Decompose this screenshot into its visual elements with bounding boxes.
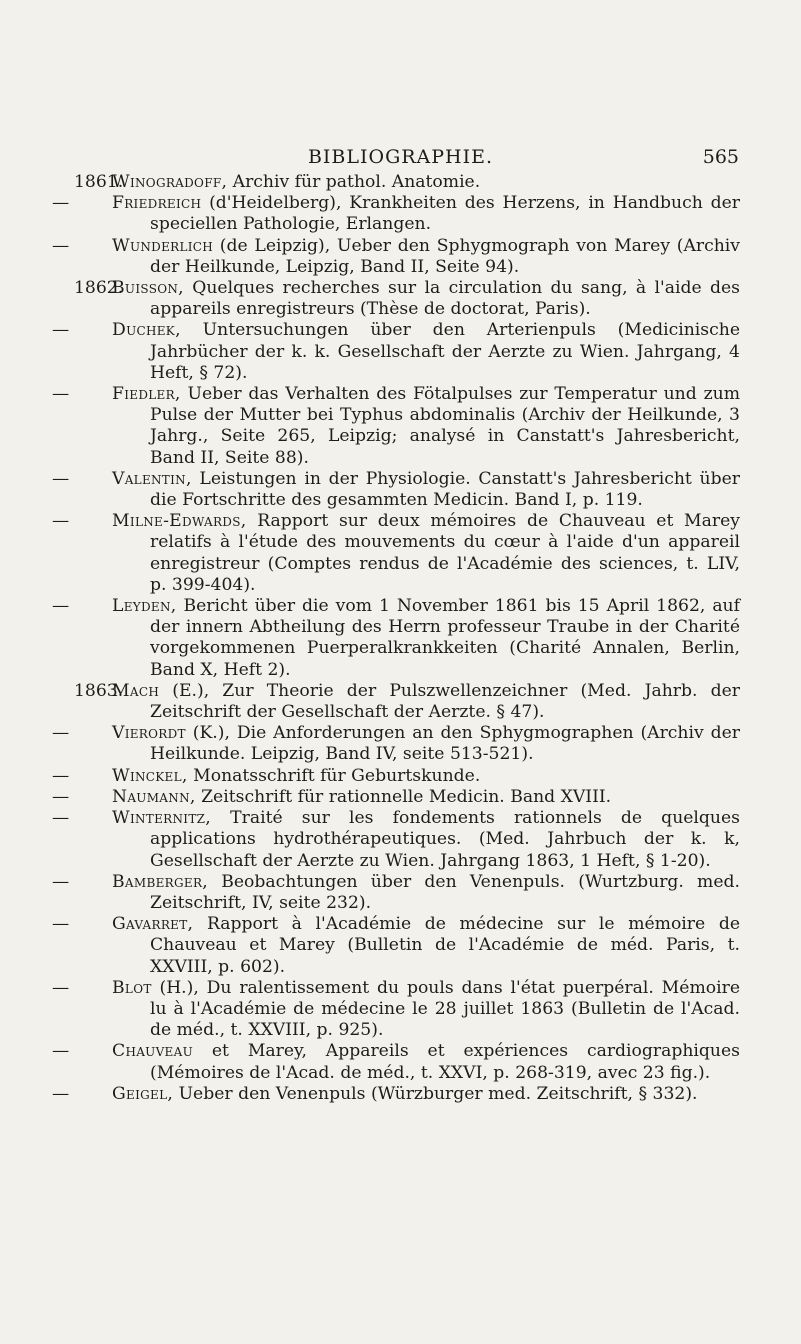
entry-text: Quelques recherches sur la circulation du sang, à l'aide des appareils enregistreurs (Thèse de doctorat, Paris). <box>150 278 740 320</box>
entry-author: Friedreich <box>112 193 202 214</box>
entry-author: Vierordt <box>112 723 186 744</box>
bibliography-entry: — Winternitz, Traité sur les fondements rationnels de quelques applications hydrothérapeutiques. (Med. Jahrbuch der k. k, Gesellschaft der Aerzte zu Wien. Jahrgang 1863, 1 Heft, § 1-20). <box>52 808 740 871</box>
entry-text: Leistungen in der Physiologie. Canstatt's Jahresbericht über die Fortschritte des gesammten Medicin. Band I, p. 119. <box>150 468 740 511</box>
entry-author: Leyden, <box>112 596 177 617</box>
entry-text: (de Leipzig), Ueber den Sphygmograph von Marey (Archiv der Heilkunde, Leipzig, Band II, Seite 94). <box>150 235 740 277</box>
bibliography-entry <box>74 172 740 193</box>
bibliography-entry: — Leyden, Bericht über die vom 1 November 1861 bis 15 April 1862, auf der innern Abtheilung des Herrn professeur Traube in der Charité vorgekommenen Puerperalkrankkeiten (Charité Annalen, Berlin, Band X, Heft 2). <box>52 596 740 680</box>
entry-author: Mach <box>112 680 160 701</box>
entry-text: (H.), Du ralentissement du pouls dans l'état puerpéral. Mémoire lu à l'Académie de médecine le 28 juillet 1863 (Bulletin de l'Acad. de méd., t. XXVIII, p. 925). <box>150 977 740 1041</box>
bibliography-entry: — Fiedler, Ueber das Verhalten des Fötalpulses zur Temperatur und zum Pulse der Mutter bei Typhus abdominalis (Archiv der Heilkunde, 3 Jahrg., Seite 265, Leipzig; analysé in Canstatt's Jahresbericht, Band II, Seite 88). <box>52 384 740 468</box>
entry-author: Fiedler, <box>112 384 181 405</box>
bibliography-entry: — Gavarret, Rapport à l'Académie de médecine sur le mémoire de Chauveau et Marey (Bulletin de l'Académie de méd. Paris, t. XXVIII, p. 602). <box>52 914 740 977</box>
entry-text: Untersuchungen über den Arterienpuls (Medicinische Jahrbücher der k. k. Gesellschaft der Aerzte zu Wien. Jahrgang, 4 Heft, § 72). <box>150 320 740 383</box>
bibliography-entry: — Chauveau et Marey, Appareils et expériences cardiographiques (Mémoires de l'Acad. de méd., t. XXVI, p. 268-319, avec 23 fig.). <box>52 1041 740 1083</box>
bibliography-entry: — Milne-Edwards, Rapport sur deux mémoires de Chauveau et Marey relatifs à l'étude des mouvements du cœur à l'aide d'un appareil enregistreur (Comptes rendus de l'Académie des sciences, t. LIV, p. 399-404). <box>52 511 740 595</box>
entry-text: Zeitschrift für rationnelle Medicin. Band XVIII. <box>195 786 612 807</box>
entry-author: Naumann, <box>112 786 196 807</box>
bibliography-entry: — Valentin, Leistungen in der Physiologie. Canstatt's Jahresbericht über die Fortschritte des gesammten Medicin. Band I, p. 119. <box>52 468 740 511</box>
entry-author: Geigel, <box>112 1083 174 1104</box>
entry-author: Winogradoff, <box>112 172 228 192</box>
entry-year: 1861. <box>74 172 124 192</box>
entry-text: (E.), Zur Theorie der Pulszwellenzeichner (Med. Jahrb. der Zeitschrift der Gesellschaft der Aerzte. § 47). <box>150 680 740 723</box>
entry-text: Ueber den Venenpuls (Würzburger med. Zeitschrift, § 332). <box>173 1083 698 1104</box>
entry-year: 1862. <box>74 278 124 299</box>
page-header <box>0 146 801 172</box>
entry-year: 1863. <box>74 680 124 701</box>
bibliography-list <box>52 172 740 1105</box>
entry-author: Milne-Edwards, <box>112 511 247 532</box>
entry-author: Wunderlich <box>112 235 214 256</box>
entry-author: Valentin, <box>112 468 192 489</box>
bibliography-entry: — Blot (H.), Du ralentissement du pouls dans l'état puerpéral. Mémoire lu à l'Académie de médecine le 28 juillet 1863 (Bulletin de l'Acad. de méd., t. XXVIII, p. 925). <box>52 977 740 1041</box>
bibliography-entry: — Wunderlich (de Leipzig), Ueber den Sphygmograph von Marey (Archiv der Heilkunde, Leipzig, Band II, Seite 94). <box>52 235 740 277</box>
entry-text: (d'Heidelberg), Krankheiten des Herzens, in Handbuch der speciellen Pathologie, Erlangen. <box>150 193 740 235</box>
entry-author: Buisson, <box>112 278 184 299</box>
bibliography-entry: — Winckel, Monatsschrift für Geburtskunde. <box>52 765 481 786</box>
running-title: BIBLIOGRAPHIE. <box>307 146 494 168</box>
entry-text: Rapport sur deux mémoires de Chauveau et Marey relatifs à l'étude des mouvements du cœur à l'aide d'un appareil enregistreur (Comptes rendus de l'Académie des sciences, t. LIV, p. 399-404). <box>150 511 740 595</box>
entry-author: Winternitz, <box>112 808 212 829</box>
bibliography-entry <box>74 278 740 320</box>
entry-text: Ueber das Verhalten des Fötalpulses zur Temperatur und zum Pulse der Mutter bei Typhus abdominalis (Archiv der Heilkunde, 3 Jahrg., Seite 265, Leipzig; analysé in Canstatt's Jahresbericht, Band II, Seite 88). <box>150 384 740 468</box>
bibliography-entry: — Bamberger, Beobachtungen über den Venenpuls. (Wurtzburg. med. Zeitschrift, IV, seite 232). <box>52 871 740 913</box>
entry-author: Winckel, <box>112 765 188 786</box>
entry-text: Rapport à l'Académie de médecine sur le mémoire de Chauveau et Marey (Bulletin de l'Académie de méd. Paris, t. XXVIII, p. 602). <box>150 914 740 977</box>
entry-text: Monatsschrift für Geburtskunde. <box>187 765 481 786</box>
entry-author: Gavarret, <box>112 914 194 935</box>
entry-text: Bericht über die vom 1 November 1861 bis 15 April 1862, auf der innern Abtheilung des Herrn professeur Traube in der Charité vorgekommenen Puerperalkrankkeiten (Charité Annalen, Berlin, Band X, Heft 2). <box>150 596 740 680</box>
entry-text: et Marey, Appareils et expériences cardiographiques (Mémoires de l'Acad. de méd., t. XXVI, p. 268-319, avec 23 fig.). <box>150 1041 740 1083</box>
bibliography-entry: — Naumann, Zeitschrift für rationnelle Medicin. Band XVIII. <box>52 786 612 807</box>
bibliography-entry: — Friedreich (d'Heidelberg), Krankheiten des Herzens, in Handbuch der speciellen Pathologie, Erlangen. <box>52 193 740 235</box>
entry-text: (K.), Die Anforderungen an den Sphygmographen (Archiv der Heilkunde. Leipzig, Band IV, seite 513-521). <box>150 723 740 765</box>
bibliography-entry: — Vierordt (K.), Die Anforderungen an den Sphygmographen (Archiv der Heilkunde. Leipzig, Band IV, seite 513-521). <box>52 723 740 765</box>
entry-text: Traité sur les fondements rationnels de quelques applications hydrothérapeutiques. (Med. Jahrbuch der k. k, Gesellschaft der Aerzte zu Wien. Jahrgang 1863, 1 Heft, § 1-20). <box>150 808 740 871</box>
bibliography-entry <box>74 680 740 723</box>
page-number: 565 <box>702 146 739 168</box>
bibliography-entry: — Duchek, Untersuchungen über den Arterienpuls (Medicinische Jahrbücher der k. k. Gesellschaft der Aerzte zu Wien. Jahrgang, 4 Heft, § 72). <box>52 320 740 383</box>
entry-author: Chauveau <box>112 1041 193 1062</box>
bibliography-entry: — Geigel, Ueber den Venenpuls (Würzburger med. Zeitschrift, § 332). <box>52 1083 698 1104</box>
entry-author: Duchek, <box>112 320 181 341</box>
entry-text: Archiv für pathol. Anatomie. <box>227 172 481 192</box>
entry-text: Beobachtungen über den Venenpuls. (Wurtzburg. med. Zeitschrift, IV, seite 232). <box>150 871 740 913</box>
entry-author: Bamberger, <box>112 871 209 892</box>
entry-author: Blot <box>112 977 152 998</box>
